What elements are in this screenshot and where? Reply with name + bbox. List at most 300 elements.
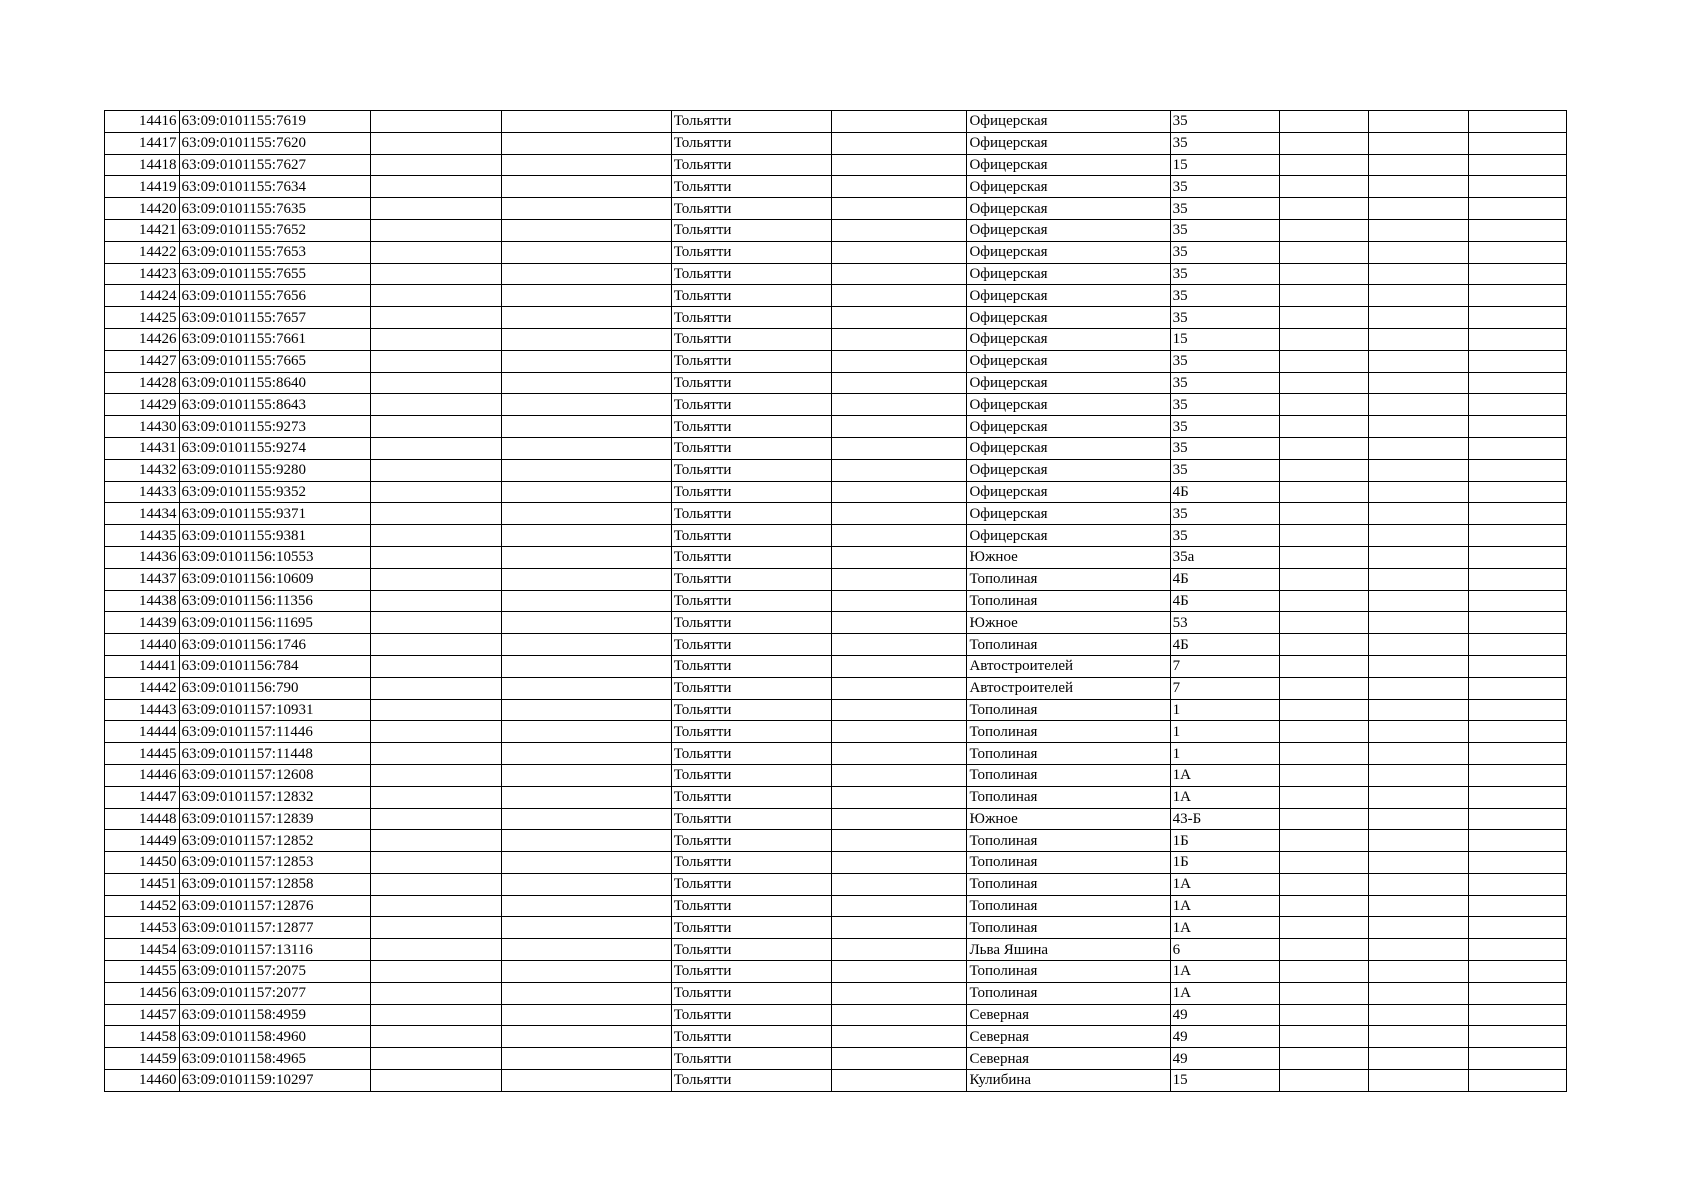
row-number-cell: 14418 (105, 154, 180, 176)
empty-cell (1468, 132, 1566, 154)
empty-cell (502, 263, 671, 285)
house-number-cell: 4Б (1170, 590, 1280, 612)
cadastral-number-cell: 63:09:0101157:12858 (179, 873, 371, 895)
empty-cell (1468, 525, 1566, 547)
empty-cell (1468, 307, 1566, 329)
row-number-cell: 14419 (105, 176, 180, 198)
empty-cell (1468, 634, 1566, 656)
city-cell: Тольятти (671, 721, 831, 743)
empty-cell (832, 154, 967, 176)
street-cell: Льва Яшина (967, 939, 1170, 961)
city-cell: Тольятти (671, 939, 831, 961)
empty-cell (1280, 198, 1369, 220)
table-row (105, 634, 1567, 656)
table-row (105, 263, 1567, 285)
cadastral-number-cell: 63:09:0101155:7665 (179, 350, 371, 372)
row-number-cell: 14432 (105, 459, 180, 481)
empty-cell (1369, 459, 1468, 481)
empty-cell (1369, 525, 1468, 547)
empty-cell (1369, 328, 1468, 350)
house-number-cell: 35 (1170, 176, 1280, 198)
city-cell: Тольятти (671, 372, 831, 394)
city-cell: Тольятти (671, 743, 831, 765)
city-cell: Тольятти (671, 285, 831, 307)
table-row (105, 808, 1567, 830)
empty-cell (371, 1048, 502, 1070)
row-number-cell: 14430 (105, 416, 180, 438)
empty-cell (502, 546, 671, 568)
empty-cell (832, 764, 967, 786)
table-row (105, 481, 1567, 503)
street-cell: Автостроителей (967, 655, 1170, 677)
cadastral-number-cell: 63:09:0101155:7657 (179, 307, 371, 329)
empty-cell (502, 525, 671, 547)
empty-cell (1280, 852, 1369, 874)
empty-cell (1468, 612, 1566, 634)
cadastral-number-cell: 63:09:0101156:11356 (179, 590, 371, 612)
empty-cell (1468, 437, 1566, 459)
cadastral-number-cell: 63:09:0101155:7634 (179, 176, 371, 198)
empty-cell (832, 350, 967, 372)
house-number-cell: 43-Б (1170, 808, 1280, 830)
cadastral-number-cell: 63:09:0101157:10931 (179, 699, 371, 721)
empty-cell (1369, 917, 1468, 939)
cadastral-number-cell: 63:09:0101155:9273 (179, 416, 371, 438)
empty-cell (1468, 590, 1566, 612)
row-number-cell: 14420 (105, 198, 180, 220)
empty-cell (371, 699, 502, 721)
city-cell: Тольятти (671, 895, 831, 917)
empty-cell (832, 263, 967, 285)
empty-cell (1468, 241, 1566, 263)
empty-cell (1280, 111, 1369, 133)
empty-cell (502, 111, 671, 133)
cadastral-number-cell: 63:09:0101155:9274 (179, 437, 371, 459)
empty-cell (1468, 917, 1566, 939)
empty-cell (371, 503, 502, 525)
table-row (105, 416, 1567, 438)
street-cell: Офицерская (967, 394, 1170, 416)
cadastral-number-cell: 63:09:0101155:8643 (179, 394, 371, 416)
street-cell: Офицерская (967, 111, 1170, 133)
empty-cell (1468, 961, 1566, 983)
empty-cell (832, 372, 967, 394)
empty-cell (502, 154, 671, 176)
table-row (105, 394, 1567, 416)
table-row (105, 1070, 1567, 1092)
empty-cell (832, 939, 967, 961)
empty-cell (1280, 132, 1369, 154)
city-cell: Тольятти (671, 786, 831, 808)
empty-cell (1468, 852, 1566, 874)
house-number-cell: 35 (1170, 350, 1280, 372)
house-number-cell: 1А (1170, 786, 1280, 808)
cadastral-number-cell: 63:09:0101157:12832 (179, 786, 371, 808)
empty-cell (1280, 241, 1369, 263)
street-cell: Тополиная (967, 634, 1170, 656)
city-cell: Тольятти (671, 1026, 831, 1048)
empty-cell (502, 830, 671, 852)
table-row (105, 830, 1567, 852)
city-cell: Тольятти (671, 416, 831, 438)
empty-cell (502, 372, 671, 394)
empty-cell (1468, 350, 1566, 372)
street-cell: Южное (967, 612, 1170, 634)
city-cell: Тольятти (671, 1004, 831, 1026)
empty-cell (1468, 982, 1566, 1004)
empty-cell (1468, 939, 1566, 961)
table-row (105, 568, 1567, 590)
house-number-cell: 35 (1170, 132, 1280, 154)
empty-cell (1468, 198, 1566, 220)
table-row (105, 154, 1567, 176)
table-row (105, 241, 1567, 263)
empty-cell (1369, 895, 1468, 917)
house-number-cell: 35 (1170, 525, 1280, 547)
table-row (105, 655, 1567, 677)
empty-cell (1468, 568, 1566, 590)
empty-cell (371, 808, 502, 830)
city-cell: Тольятти (671, 328, 831, 350)
empty-cell (1468, 481, 1566, 503)
empty-cell (502, 699, 671, 721)
empty-cell (502, 743, 671, 765)
row-number-cell: 14440 (105, 634, 180, 656)
empty-cell (1369, 503, 1468, 525)
empty-cell (832, 721, 967, 743)
empty-cell (1468, 764, 1566, 786)
street-cell: Офицерская (967, 176, 1170, 198)
empty-cell (371, 350, 502, 372)
empty-cell (1280, 285, 1369, 307)
cadastral-number-cell: 63:09:0101155:7656 (179, 285, 371, 307)
house-number-cell: 1А (1170, 982, 1280, 1004)
row-number-cell: 14434 (105, 503, 180, 525)
empty-cell (1369, 655, 1468, 677)
empty-cell (1280, 307, 1369, 329)
cadastral-number-cell: 63:09:0101157:13116 (179, 939, 371, 961)
street-cell: Тополиная (967, 917, 1170, 939)
street-cell: Тополиная (967, 568, 1170, 590)
city-cell: Тольятти (671, 503, 831, 525)
empty-cell (1468, 808, 1566, 830)
table-row (105, 743, 1567, 765)
empty-cell (1369, 481, 1468, 503)
empty-cell (1369, 808, 1468, 830)
street-cell: Офицерская (967, 503, 1170, 525)
empty-cell (371, 568, 502, 590)
empty-cell (371, 895, 502, 917)
street-cell: Тополиная (967, 852, 1170, 874)
empty-cell (1369, 568, 1468, 590)
empty-cell (1280, 612, 1369, 634)
city-cell: Тольятти (671, 982, 831, 1004)
empty-cell (1280, 699, 1369, 721)
row-number-cell: 14449 (105, 830, 180, 852)
empty-cell (832, 677, 967, 699)
house-number-cell: 35а (1170, 546, 1280, 568)
empty-cell (1468, 830, 1566, 852)
empty-cell (1369, 852, 1468, 874)
city-cell: Тольятти (671, 699, 831, 721)
empty-cell (1468, 743, 1566, 765)
table-row (105, 437, 1567, 459)
empty-cell (1369, 241, 1468, 263)
empty-cell (1369, 154, 1468, 176)
empty-cell (1280, 830, 1369, 852)
empty-cell (832, 895, 967, 917)
empty-cell (1468, 416, 1566, 438)
empty-cell (1280, 721, 1369, 743)
empty-cell (371, 219, 502, 241)
empty-cell (832, 437, 967, 459)
city-cell: Тольятти (671, 437, 831, 459)
row-number-cell: 14428 (105, 372, 180, 394)
house-number-cell: 1А (1170, 917, 1280, 939)
house-number-cell: 1Б (1170, 852, 1280, 874)
cadastral-number-cell: 63:09:0101158:4965 (179, 1048, 371, 1070)
city-cell: Тольятти (671, 961, 831, 983)
row-number-cell: 14437 (105, 568, 180, 590)
row-number-cell: 14450 (105, 852, 180, 874)
empty-cell (1468, 677, 1566, 699)
empty-cell (502, 176, 671, 198)
empty-cell (371, 939, 502, 961)
cadastral-number-cell: 63:09:0101157:2077 (179, 982, 371, 1004)
street-cell: Офицерская (967, 328, 1170, 350)
table-row (105, 198, 1567, 220)
row-number-cell: 14435 (105, 525, 180, 547)
empty-cell (371, 285, 502, 307)
house-number-cell: 35 (1170, 372, 1280, 394)
row-number-cell: 14429 (105, 394, 180, 416)
street-cell: Офицерская (967, 198, 1170, 220)
empty-cell (1280, 764, 1369, 786)
house-number-cell: 35 (1170, 111, 1280, 133)
empty-cell (502, 437, 671, 459)
street-cell: Офицерская (967, 416, 1170, 438)
city-cell: Тольятти (671, 917, 831, 939)
empty-cell (502, 764, 671, 786)
empty-cell (832, 132, 967, 154)
row-number-cell: 14444 (105, 721, 180, 743)
cadastral-number-cell: 63:09:0101157:2075 (179, 961, 371, 983)
house-number-cell: 7 (1170, 677, 1280, 699)
house-number-cell: 1 (1170, 743, 1280, 765)
house-number-cell: 35 (1170, 503, 1280, 525)
street-cell: Офицерская (967, 154, 1170, 176)
table-row (105, 1048, 1567, 1070)
table-row (105, 350, 1567, 372)
row-number-cell: 14454 (105, 939, 180, 961)
house-number-cell: 7 (1170, 655, 1280, 677)
city-cell: Тольятти (671, 132, 831, 154)
empty-cell (1369, 1004, 1468, 1026)
empty-cell (371, 917, 502, 939)
empty-cell (1468, 786, 1566, 808)
row-number-cell: 14451 (105, 873, 180, 895)
empty-cell (1280, 939, 1369, 961)
house-number-cell: 15 (1170, 328, 1280, 350)
empty-cell (502, 568, 671, 590)
empty-cell (1280, 416, 1369, 438)
house-number-cell: 35 (1170, 394, 1280, 416)
empty-cell (502, 1070, 671, 1092)
empty-cell (1468, 328, 1566, 350)
empty-cell (1280, 743, 1369, 765)
row-number-cell: 14443 (105, 699, 180, 721)
empty-cell (1369, 590, 1468, 612)
empty-cell (1369, 198, 1468, 220)
table-row (105, 939, 1567, 961)
house-number-cell: 1А (1170, 961, 1280, 983)
empty-cell (832, 786, 967, 808)
empty-cell (1280, 546, 1369, 568)
city-cell: Тольятти (671, 1048, 831, 1070)
empty-cell (1280, 873, 1369, 895)
empty-cell (1369, 1070, 1468, 1092)
empty-cell (502, 394, 671, 416)
cadastral-number-cell: 63:09:0101155:7620 (179, 132, 371, 154)
street-cell: Офицерская (967, 132, 1170, 154)
empty-cell (502, 634, 671, 656)
row-number-cell: 14457 (105, 1004, 180, 1026)
empty-cell (502, 198, 671, 220)
city-cell: Тольятти (671, 852, 831, 874)
empty-cell (1468, 546, 1566, 568)
table-row (105, 525, 1567, 547)
empty-cell (371, 263, 502, 285)
empty-cell (371, 132, 502, 154)
empty-cell (371, 241, 502, 263)
house-number-cell: 35 (1170, 241, 1280, 263)
empty-cell (1280, 917, 1369, 939)
empty-cell (1280, 503, 1369, 525)
empty-cell (502, 721, 671, 743)
empty-cell (502, 677, 671, 699)
empty-cell (832, 328, 967, 350)
empty-cell (371, 1004, 502, 1026)
empty-cell (371, 176, 502, 198)
street-cell: Тополиная (967, 895, 1170, 917)
empty-cell (832, 1070, 967, 1092)
cadastral-number-cell: 63:09:0101156:10553 (179, 546, 371, 568)
street-cell: Офицерская (967, 350, 1170, 372)
empty-cell (832, 873, 967, 895)
empty-cell (1468, 1048, 1566, 1070)
street-cell: Офицерская (967, 525, 1170, 547)
table-row (105, 895, 1567, 917)
cadastral-number-cell: 63:09:0101155:7661 (179, 328, 371, 350)
empty-cell (832, 982, 967, 1004)
row-number-cell: 14425 (105, 307, 180, 329)
house-number-cell: 15 (1170, 154, 1280, 176)
empty-cell (1369, 764, 1468, 786)
empty-cell (1280, 590, 1369, 612)
city-cell: Тольятти (671, 590, 831, 612)
empty-cell (1468, 154, 1566, 176)
city-cell: Тольятти (671, 481, 831, 503)
house-number-cell: 1 (1170, 699, 1280, 721)
table-row (105, 982, 1567, 1004)
empty-cell (832, 634, 967, 656)
city-cell: Тольятти (671, 241, 831, 263)
table-row (105, 285, 1567, 307)
row-number-cell: 14459 (105, 1048, 180, 1070)
empty-cell (1468, 873, 1566, 895)
empty-cell (1369, 307, 1468, 329)
street-cell: Тополиная (967, 786, 1170, 808)
empty-cell (502, 416, 671, 438)
table-row (105, 612, 1567, 634)
table-row (105, 307, 1567, 329)
table-row (105, 764, 1567, 786)
empty-cell (1468, 111, 1566, 133)
empty-cell (1280, 459, 1369, 481)
empty-cell (371, 721, 502, 743)
city-cell: Тольятти (671, 176, 831, 198)
empty-cell (1280, 982, 1369, 1004)
empty-cell (1280, 895, 1369, 917)
empty-cell (1468, 285, 1566, 307)
house-number-cell: 53 (1170, 612, 1280, 634)
empty-cell (502, 612, 671, 634)
cadastral-number-cell: 63:09:0101157:12877 (179, 917, 371, 939)
empty-cell (1369, 350, 1468, 372)
cadastral-number-cell: 63:09:0101156:11695 (179, 612, 371, 634)
empty-cell (502, 307, 671, 329)
empty-cell (502, 808, 671, 830)
street-cell: Офицерская (967, 241, 1170, 263)
row-number-cell: 14426 (105, 328, 180, 350)
house-number-cell: 4Б (1170, 481, 1280, 503)
table-row (105, 372, 1567, 394)
empty-cell (832, 655, 967, 677)
empty-cell (1280, 219, 1369, 241)
city-cell: Тольятти (671, 677, 831, 699)
empty-cell (832, 176, 967, 198)
empty-cell (1369, 699, 1468, 721)
row-number-cell: 14439 (105, 612, 180, 634)
house-number-cell: 35 (1170, 219, 1280, 241)
cadastral-number-cell: 63:09:0101155:9371 (179, 503, 371, 525)
table-row (105, 677, 1567, 699)
house-number-cell: 35 (1170, 437, 1280, 459)
empty-cell (371, 372, 502, 394)
empty-cell (371, 961, 502, 983)
street-cell: Офицерская (967, 285, 1170, 307)
city-cell: Тольятти (671, 1070, 831, 1092)
cadastral-number-cell: 63:09:0101157:12839 (179, 808, 371, 830)
empty-cell (832, 830, 967, 852)
empty-cell (1468, 459, 1566, 481)
empty-cell (1468, 176, 1566, 198)
row-number-cell: 14441 (105, 655, 180, 677)
row-number-cell: 14447 (105, 786, 180, 808)
cadastral-number-cell: 63:09:0101155:8640 (179, 372, 371, 394)
row-number-cell: 14424 (105, 285, 180, 307)
street-cell: Северная (967, 1048, 1170, 1070)
cadastral-number-cell: 63:09:0101157:12853 (179, 852, 371, 874)
empty-cell (502, 852, 671, 874)
empty-cell (502, 982, 671, 1004)
empty-cell (832, 1026, 967, 1048)
house-number-cell: 1А (1170, 873, 1280, 895)
city-cell: Тольятти (671, 263, 831, 285)
empty-cell (371, 612, 502, 634)
cadastral-number-cell: 63:09:0101155:7652 (179, 219, 371, 241)
row-number-cell: 14448 (105, 808, 180, 830)
